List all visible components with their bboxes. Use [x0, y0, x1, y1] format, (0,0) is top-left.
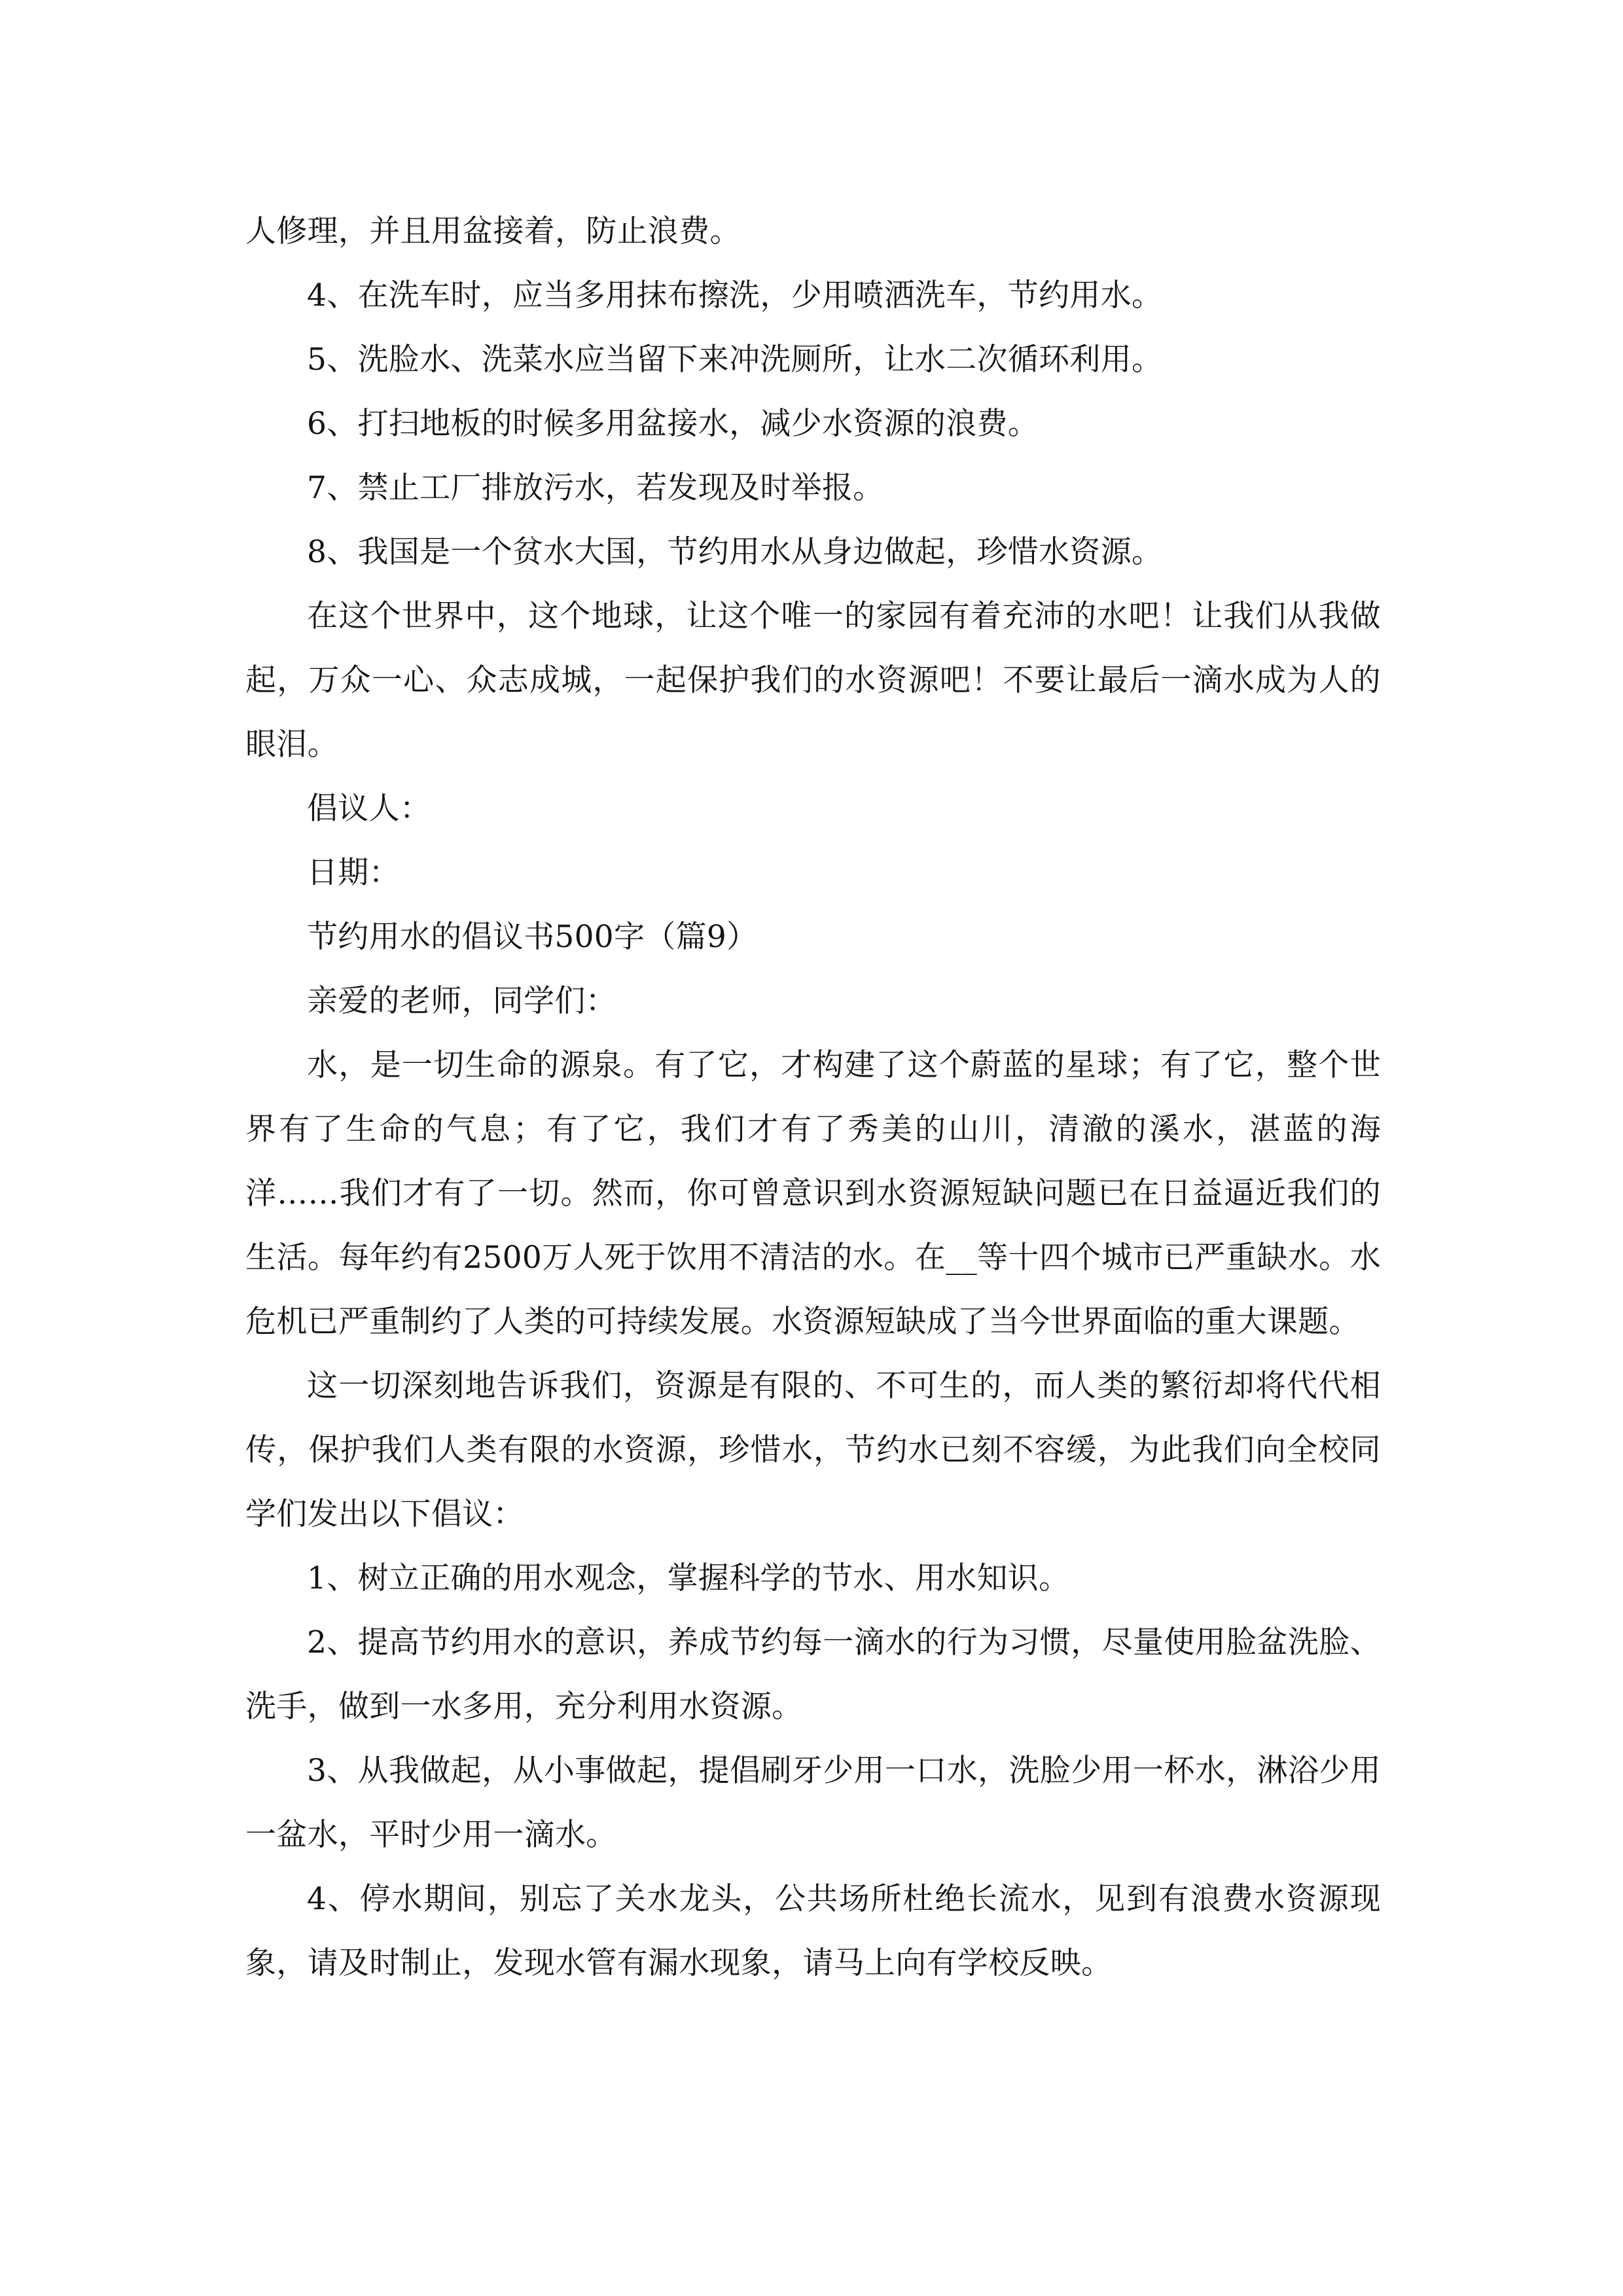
proposal-item-3: 3、从我做起，从小事做起，提倡刷牙少用一口水，洗脸少用一杯水，淋浴少用一盆水，平时少用一滴水。 — [245, 1753, 1381, 1853]
list-item-7: 7、禁止工厂排放污水，若发现及时举报。 — [307, 470, 884, 506]
list-item-5: 5、洗脸水、洗菜水应当留下来冲洗厕所，让水二次循环利用。 — [307, 342, 1163, 378]
date-label: 日期： — [307, 855, 400, 891]
proposal-item-2: 2、提高节约用水的意识，养成节约每一滴水的行为习惯，尽量使用脸盆洗脸、洗手，做到一水多用，充分利用水资源。 — [245, 1624, 1381, 1725]
section-title: 节约用水的倡议书500字（篇9） — [307, 919, 758, 955]
paragraph-continuation: 人修理，并且用盆接着，防止浪费。 — [245, 213, 741, 249]
document-body — [245, 200, 1381, 1996]
proposal-item-4: 4、停水期间，别忘了关水龙头，公共场所杜绝长流水，见到有浪费水资源现象，请及时制止，发现水管有漏水现象，请马上向有学校反映。 — [245, 1881, 1381, 1981]
list-item-8: 8、我国是一个贫水大国，节约用水从身边做起，珍惜水资源。 — [307, 534, 1163, 570]
proposal-item-1: 1、树立正确的用水观念，掌握科学的节水、用水知识。 — [307, 1560, 1070, 1596]
list-item-4: 4、在洗车时，应当多用抹布擦洗，少用喷洒洗车，节约用水。 — [307, 278, 1163, 314]
list-item-6: 6、打扫地板的时候多用盆接水，减少水资源的浪费。 — [307, 406, 1039, 442]
signer-label: 倡议人： — [307, 791, 431, 827]
salutation: 亲爱的老师，同学们： — [307, 983, 616, 1019]
closing-paragraph: 在这个世界中，这个地球，让这个唯一的家园有着充沛的水吧！让我们从我做起，万众一心、众志成城，一起保护我们的水资源吧！不要让最后一滴水成为人的眼泪。 — [245, 598, 1381, 762]
proposal-paragraph: 这一切深刻地告诉我们，资源是有限的、不可生的，而人类的繁衍却将代代相传，保护我们人类有限的水资源，珍惜水，节约水已刻不容缓，为此我们向全校同学们发出以下倡议： — [245, 1368, 1381, 1532]
intro-paragraph: 水，是一切生命的源泉。有了它，才构建了这个蔚蓝的星球；有了它，整个世界有了生命的气息；有了它，我们才有了秀美的山川，清澈的溪水，湛蓝的海洋……我们才有了一切。然而，你可曾意识到水资源短缺问题已在日益逼近我们的生活。每年约有2500万人死于饮用不清洁的水。在__等十四个城市已严重缺水。水危机已严重制约了人类的可持续发展。水资源短缺成了当今世界面临的重大课题。 — [245, 1047, 1381, 1340]
